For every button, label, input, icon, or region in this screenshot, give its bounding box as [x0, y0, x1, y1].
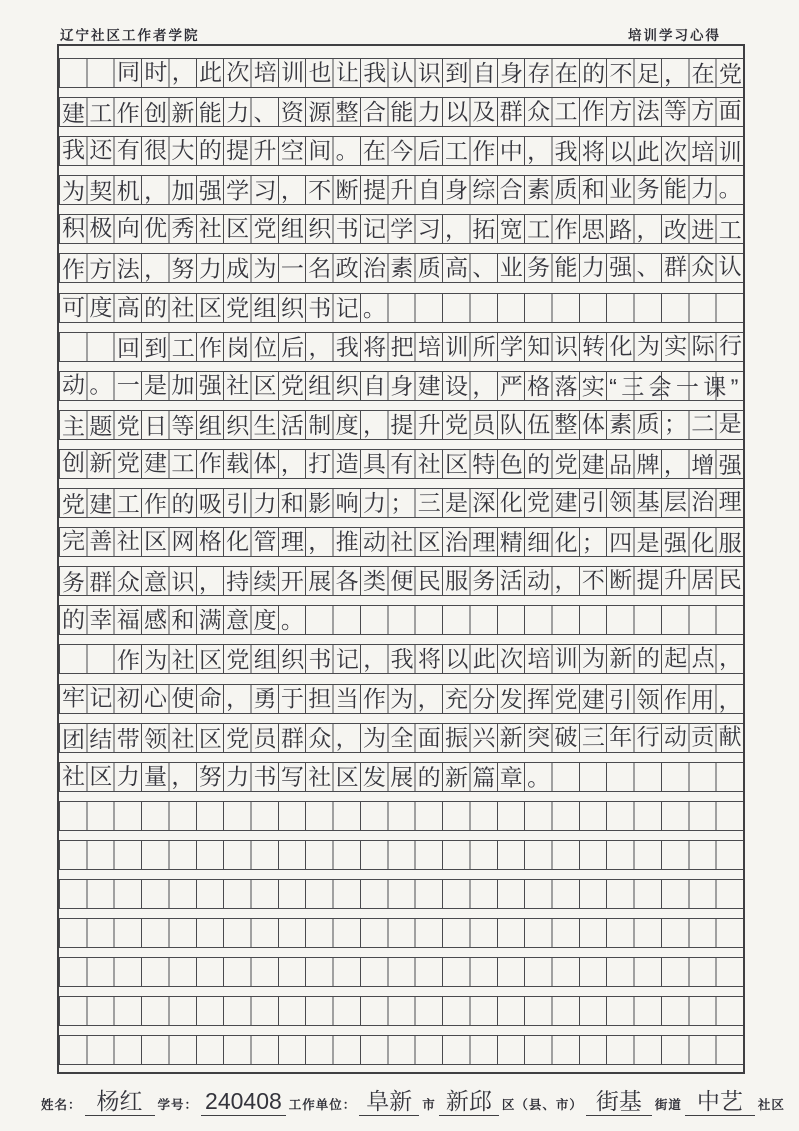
handwriting-line: 牢记初心使命，勇于担当作为，充分发挥党建引领作用， [61, 684, 747, 713]
name-label: 姓名： [41, 1098, 82, 1112]
manuscript-row [59, 332, 747, 362]
student-id-value: 240408 [201, 1089, 286, 1116]
street-suffix-label: 街道 [654, 1098, 682, 1112]
handwriting-line: 作为社区党组织书记，我将以此次培训为新的起点， [116, 645, 747, 674]
manuscript-row [59, 175, 747, 205]
handwriting-line: 回到工作岗位后，我将把培训所学知识转化为实际行 [116, 332, 747, 362]
student-id-label: 学号： [157, 1098, 199, 1112]
manuscript-row [59, 801, 743, 831]
signature-line [40, 1082, 790, 1116]
manuscript-row [59, 605, 743, 635]
manuscript-row [59, 371, 743, 401]
handwriting-line: 建工作创新能力、资源整合能力以及群众工作方法等方面 [61, 97, 747, 127]
handwriting-line: 主题党日等组织生活制度，提升党员队伍整体素质；二是 [61, 410, 747, 440]
manuscript-row [59, 58, 747, 88]
district-value: 新邱 [439, 1089, 499, 1116]
institution-title: 辽宁社区工作者学院 [60, 28, 200, 43]
handwriting-line: 务群众意识，持续开展各类便民服务活动，不断提升居民 [61, 566, 747, 596]
handwriting-line: 为契机，加强学习，不断提升自身综合素质和业务能力。 [61, 175, 747, 205]
manuscript-row [59, 97, 747, 127]
manuscript-row [59, 136, 747, 166]
handwriting-line: 团结带领社区党员群众，为全面振兴新突破三年行动贡献 [61, 723, 747, 753]
manuscript-row [59, 723, 747, 753]
document-title: 培训学习心得 [628, 28, 721, 43]
handwriting-line: 动。一是加强社区党组织自身建设，严格落实“三会一课” [61, 371, 743, 400]
manuscript-row [59, 684, 747, 714]
handwriting-line: 社区力量，努力书写社区发展的新篇章。 [61, 762, 555, 791]
handwriting-line: 作方法，努力成为一名政治素质高、业务能力强、群众认 [61, 253, 747, 283]
handwriting-line: 创新党建工作载体，打造具有社区特色的党建品牌，增强 [61, 449, 747, 479]
manuscript-row [59, 253, 747, 283]
manuscript-row [59, 1035, 743, 1065]
handwriting-line: 的幸福感和满意度。 [61, 606, 309, 634]
handwriting-line: 我还有很大的提升空间。在今后工作中，我将以此次培训 [61, 136, 747, 166]
handwriting-line: 可度高的社区党组织书记。 [61, 293, 391, 322]
manuscript-row [59, 879, 743, 909]
manuscript-row [59, 644, 747, 674]
district-suffix-label: 区（县、市） [501, 1098, 583, 1112]
manuscript-row [59, 918, 743, 948]
handwriting-line: 党建工作的吸引力和影响力；三是深化党建引领基层治理 [61, 488, 747, 518]
city-suffix-label: 市 [422, 1098, 436, 1112]
manuscript-row [59, 449, 747, 479]
manuscript-row [59, 214, 747, 244]
manuscript-row [59, 566, 747, 596]
manuscript-row [59, 293, 743, 323]
manuscript-grid [57, 44, 745, 1074]
handwriting-line: 同时，此次培训也让我认识到自身存在的不足，在党 [116, 58, 747, 88]
manuscript-row [59, 996, 743, 1026]
name-value: 杨红 [85, 1089, 155, 1116]
manuscript-row [59, 957, 743, 987]
manuscript-row [59, 762, 743, 792]
city-value: 阜新 [359, 1089, 419, 1116]
community-value: 中艺 [685, 1089, 755, 1116]
street-value: 街基 [586, 1089, 652, 1116]
manuscript-row [59, 840, 743, 870]
handwriting-line: 积极向优秀社区党组织书记学习，拓宽工作思路，改进工 [61, 215, 747, 244]
community-suffix-label: 社区 [757, 1098, 785, 1112]
manuscript-row [59, 410, 747, 440]
handwriting-line: 完善社区网格化管理，推动社区治理精细化；四是强化服 [61, 527, 747, 557]
manuscript-row [59, 527, 747, 557]
work-unit-label: 工作单位： [288, 1098, 357, 1112]
manuscript-row [59, 488, 747, 518]
